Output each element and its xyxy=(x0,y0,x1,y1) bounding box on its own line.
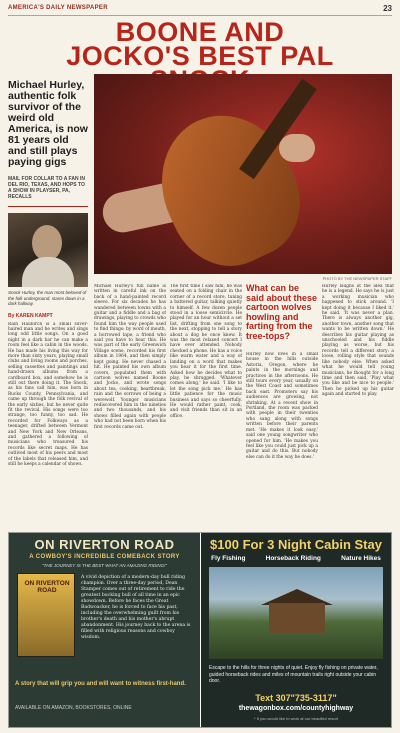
main-photo xyxy=(94,74,392,274)
headline-line-2: JOCKO'S BEST PAL xyxy=(66,41,334,71)
cabin-ad-heading: $100 For 3 Night Cabin Stay xyxy=(210,537,382,552)
portrait-photo xyxy=(8,213,88,287)
article-column-1: Michael Hurley's full name is written in careful ink on the back of a hand-painted record sleeve. For six decades he has wandered between towns with a guitar and a fiddle and a bag of drawings, playing to crowds who found him the way people used to find things: by word of mouth, a borrowed tape, a friend who said you have to hear this. He was part of the early Greenwich Village scene, recorded his first album in 1964, and then simply kept going. He never chased a hit. He painted his own album covers, populated them with cartoon wolves named Boone and Jocko, and wrote songs about tea, cooking, heartbreak, rain and the sorrows of being a werewolf. Younger musicians rediscovered him in the nineties and two thousands, and his shows filled again with people who had not been born when his first records came out. xyxy=(94,284,166,430)
activity-horseback: Horseback Riding xyxy=(265,555,321,562)
cabin-ad xyxy=(201,533,391,727)
page-number: 23 xyxy=(383,4,392,13)
cabin-photo xyxy=(209,567,383,659)
headline-line-1: BOONE AND xyxy=(115,17,285,47)
activity-hikes: Nature Hikes xyxy=(341,555,381,562)
callout-quote: What can be said about these cartoon wolves howling and farting from the tree-tops? xyxy=(246,283,318,341)
divider xyxy=(8,206,88,207)
photo-credit: PHOTO BY THE NEWSPAPER STAFF xyxy=(322,276,392,281)
book-ad-heading: ON RIVERTON ROAD xyxy=(34,537,175,552)
pull-quote: Michael Hurley, authentic folk survivor of the weird old America, is now 81 years old and still plays paying gigs xyxy=(8,79,88,168)
newspaper-name: AMERICA'S DAILY NEWSPAPER xyxy=(8,5,108,11)
masthead xyxy=(8,4,392,16)
portrait-face xyxy=(32,225,62,261)
photo-caption: Snock Hurley, the man most beloved of the folk underground, stares down in a dark hallway. xyxy=(8,290,87,306)
book-ad xyxy=(9,533,200,727)
book-ad-subheading: A COWBOY'S INCREDIBLE COMEBACK STORY xyxy=(29,554,180,560)
book-ad-store-link[interactable]: AVAILABLE ON AMAZON, BOOKSTORES, ONLINE xyxy=(15,705,132,711)
cabin-house xyxy=(269,603,325,633)
article-body-sidebar: Rain Haubirch is a small silver-haired man and he writes and sings long odd little songs. On a good night in a dark bar he can make a room feel like a cabin in the woods. He has made his living this way for more than sixty years, playing small clubs and living rooms and porches, selling cassettes and paintings and hand-drawn albums from a cardboard box, and somehow he is still out there doing it. The Snock, as his fans call him, was born in Bucks County, Pennsylvania, and came up through the folk revival of the early sixties, but he never quite fit the revival. His songs were too strange, too funny, too sad. He recorded for Folkways as a teenager, drifted between Vermont and New York and New Orleans, and gathered a following of musicians who treasured his records like secret maps. He has outlived most of his peers and most of the labels that released him, and still he keeps a calendar of shows. xyxy=(8,321,88,468)
article-column-4: Hurley laughs at the idea that he is a legend. He says he is just a working musician who happened to stick around. 'I kept doing it because I liked it,' he said. 'It was never a plan. There is always another gig, another town, another song that wants to be written down.' He describes his guitar playing as unschooled and his fiddle playing as worse, but his records tell a different story: a loose, rolling style that sounds like nobody else. When asked what he would tell young musicians, he thought for a long time and then said, 'Play what you like and be nice to people.' Then he picked up his guitar again and started to play. xyxy=(322,284,394,398)
article-column-3: Hurley now lives in a small house in the hills outside Astoria, Oregon, where he paints in the mornings and practices in the afternoons. He still tours every year, usually on the West Coast and sometimes back east. Promoters say his audiences are growing, not shrinking. At a recent show in Portland, the room was packed with people in their twenties who sang along with songs written before their parents met. 'He makes it look easy,' said one young songwriter who opened for him. 'He makes you feel like you could just pick up a guitar and do this. But nobody else can do it the way he does.' xyxy=(246,352,318,460)
cabin-ad-fineprint: * If you would like to work at our beautiful resort xyxy=(253,716,339,721)
book-ad-tagline: A story that will grip you and will want to witness first-hand. xyxy=(15,681,186,687)
sidebar xyxy=(8,80,88,554)
cabin-ad-website[interactable]: thewagonbox.com/countyhighway xyxy=(238,705,354,712)
article-column-2: The first time I saw him, he was seated on a folding chair in the corner of a record store, tuning a battered guitar, talking quietly to himself. A few dozen people stood in a loose semicircle. He played for an hour without a set list, drifting from one song to the next, stopping to tell a story about a dog he once knew. It was the most relaxed concert I have ever attended. Nobody checked a phone. He has a voice like warm water and a way of landing on a word that makes you hear it for the first time. Asked how he decides what to play, he shrugged. 'Whatever comes along,' he said. 'I like to let the song pick me.' He has little patience for the music business and says so cheerfully. He would rather paint, cook, and visit friends than sit in an office. xyxy=(170,284,242,419)
cabin-ad-activities xyxy=(201,555,391,562)
cabin-ad-phone[interactable]: Text 307"735-3117" xyxy=(255,693,337,703)
advertisement xyxy=(8,532,392,728)
activity-fly-fishing: Fly Fishing xyxy=(211,555,246,562)
portrait-shirt xyxy=(22,257,74,287)
subhead: MAIL FOR COLLAR TO A FAN IN DEL RIO, TEXAS, AND HOPS TO A SHOW IN PLAYSER, PA, RECALLS xyxy=(8,176,85,200)
photo-hand xyxy=(279,134,315,162)
book-ad-body: A vivid depiction of a modern-day bull riding champion. Over a three-day period, Dean Stamper comes out of retirement to ride the greatest bucking bull of all time in an epic showdown. Before he faces the Great Badwoacker, he is forced to face his past, including the overwhelming guilt from his brother's death and his mother's abrupt abandonment. His journey back to the arena is filled with religious reasons and cowboy wisdom. xyxy=(81,575,191,640)
callout-box xyxy=(246,284,318,346)
book-cover[interactable] xyxy=(17,573,75,657)
byline: By KAREN KAMPT xyxy=(8,312,53,319)
book-cover-title: ON RIVERTON ROAD xyxy=(24,580,70,594)
book-ad-quote: "THE JOURNEY IS THE BEST WHAT AN AMAZING RIDING!" xyxy=(42,563,167,568)
cabin-ad-body: Escape to the hills for three nights of quiet. Enjoy fly fishing on private water, guided horseback rides and miles of mountain trails right outside your cabin door. xyxy=(209,665,378,684)
